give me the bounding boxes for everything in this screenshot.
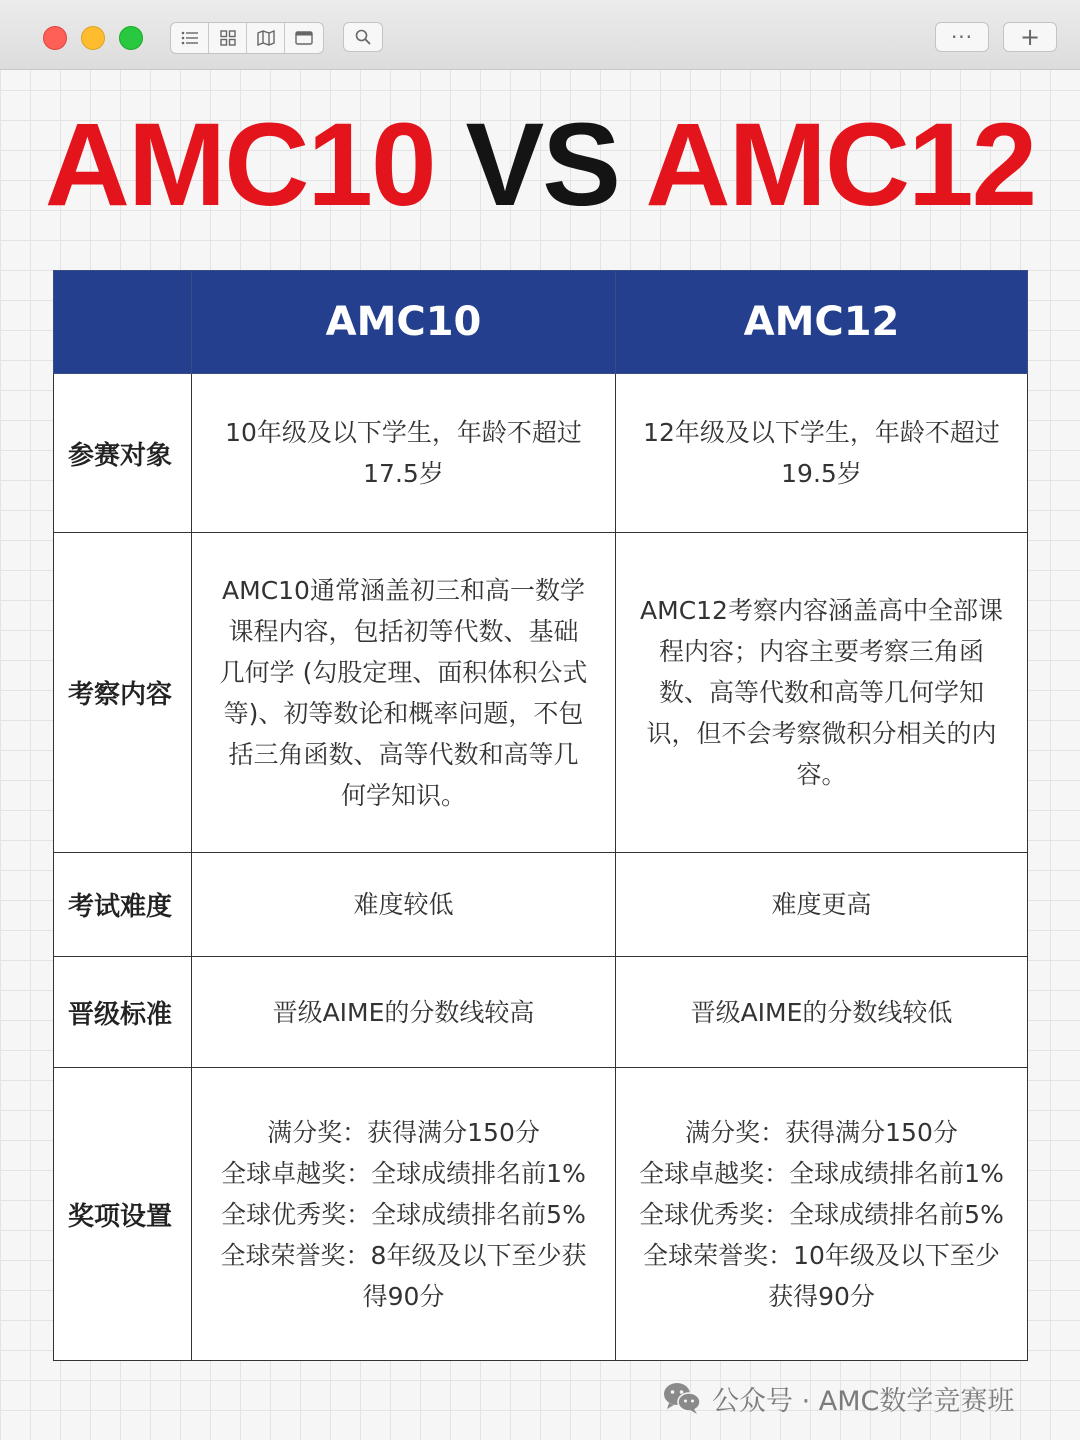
row-label: 参赛对象 <box>54 374 192 533</box>
cell-amc10: 满分奖：获得满分150分 全球卓越奖：全球成绩排名前1% 全球优秀奖：全球成绩排名前5% 全球荣誉奖：8年级及以下至少获 得90分 <box>192 1068 616 1361</box>
plus-icon: + <box>1019 23 1041 51</box>
more-icon: ··· <box>950 25 974 49</box>
window-titlebar <box>0 0 1080 70</box>
search-icon <box>354 28 372 46</box>
cell-amc12: 难度更高 <box>616 853 1028 957</box>
more-options-button[interactable] <box>935 22 989 52</box>
row-label: 晋级标准 <box>54 957 192 1068</box>
row-label: 奖项设置 <box>54 1068 192 1361</box>
wechat-icon <box>662 1380 702 1416</box>
window-view-button[interactable] <box>285 23 323 53</box>
map-icon <box>256 29 276 47</box>
row-label: 考试难度 <box>54 853 192 957</box>
title-vs: VS <box>465 99 619 231</box>
cell-amc12: 晋级AIME的分数线较低 <box>616 957 1028 1068</box>
row-label: 考察内容 <box>54 533 192 853</box>
table-header-row <box>54 271 1028 374</box>
view-mode-group <box>170 22 324 54</box>
cell-amc10: 10年级及以下学生，年龄不超过 17.5岁 <box>192 374 616 533</box>
table-row <box>54 533 1028 853</box>
list-view-button[interactable] <box>171 23 209 53</box>
table-row <box>54 853 1028 957</box>
table-row <box>54 1068 1028 1361</box>
minimize-window-button[interactable] <box>81 26 105 50</box>
comparison-table <box>53 270 1028 1361</box>
map-view-button[interactable] <box>247 23 285 53</box>
footer-text: 公众号 · AMC数学竞赛班 <box>712 1385 1015 1417</box>
header-empty <box>54 271 192 374</box>
cell-amc10: 晋级AIME的分数线较高 <box>192 957 616 1068</box>
header-amc12: AMC12 <box>616 271 1028 374</box>
close-window-button[interactable] <box>43 26 67 50</box>
title-amc10: AMC10 <box>44 99 435 231</box>
cell-amc12: 12年级及以下学生，年龄不超过 19.5岁 <box>616 374 1028 533</box>
cell-amc10: AMC10通常涵盖初三和高一数学 课程内容，包括初等代数、基础 几何学 (勾股定理、面积体积公式 等)、初等数论和概率问题，不包 括三角函数、高等代数和高等几 何学知识。 <box>192 533 616 853</box>
cell-amc10: 难度较低 <box>192 853 616 957</box>
cell-amc12: AMC12考察内容涵盖高中全部课 程内容；内容主要考察三角函 数、高等代数和高等几何学知 识，但不会考察微积分相关的内 容。 <box>616 533 1028 853</box>
grid-icon <box>219 29 237 47</box>
window-icon <box>294 30 314 46</box>
search-button[interactable] <box>343 22 383 52</box>
footer-watermark <box>662 1378 1014 1418</box>
title-amc12: AMC12 <box>645 99 1036 231</box>
page-title <box>0 100 1080 230</box>
table-row <box>54 957 1028 1068</box>
zoom-window-button[interactable] <box>119 26 143 50</box>
cell-amc12: 满分奖：获得满分150分 全球卓越奖：全球成绩排名前1% 全球优秀奖：全球成绩排名前5% 全球荣誉奖：10年级及以下至少 获得90分 <box>616 1068 1028 1361</box>
list-icon <box>180 30 200 46</box>
header-amc10: AMC10 <box>192 271 616 374</box>
grid-view-button[interactable] <box>209 23 247 53</box>
table-row <box>54 374 1028 533</box>
add-button[interactable] <box>1003 22 1057 52</box>
